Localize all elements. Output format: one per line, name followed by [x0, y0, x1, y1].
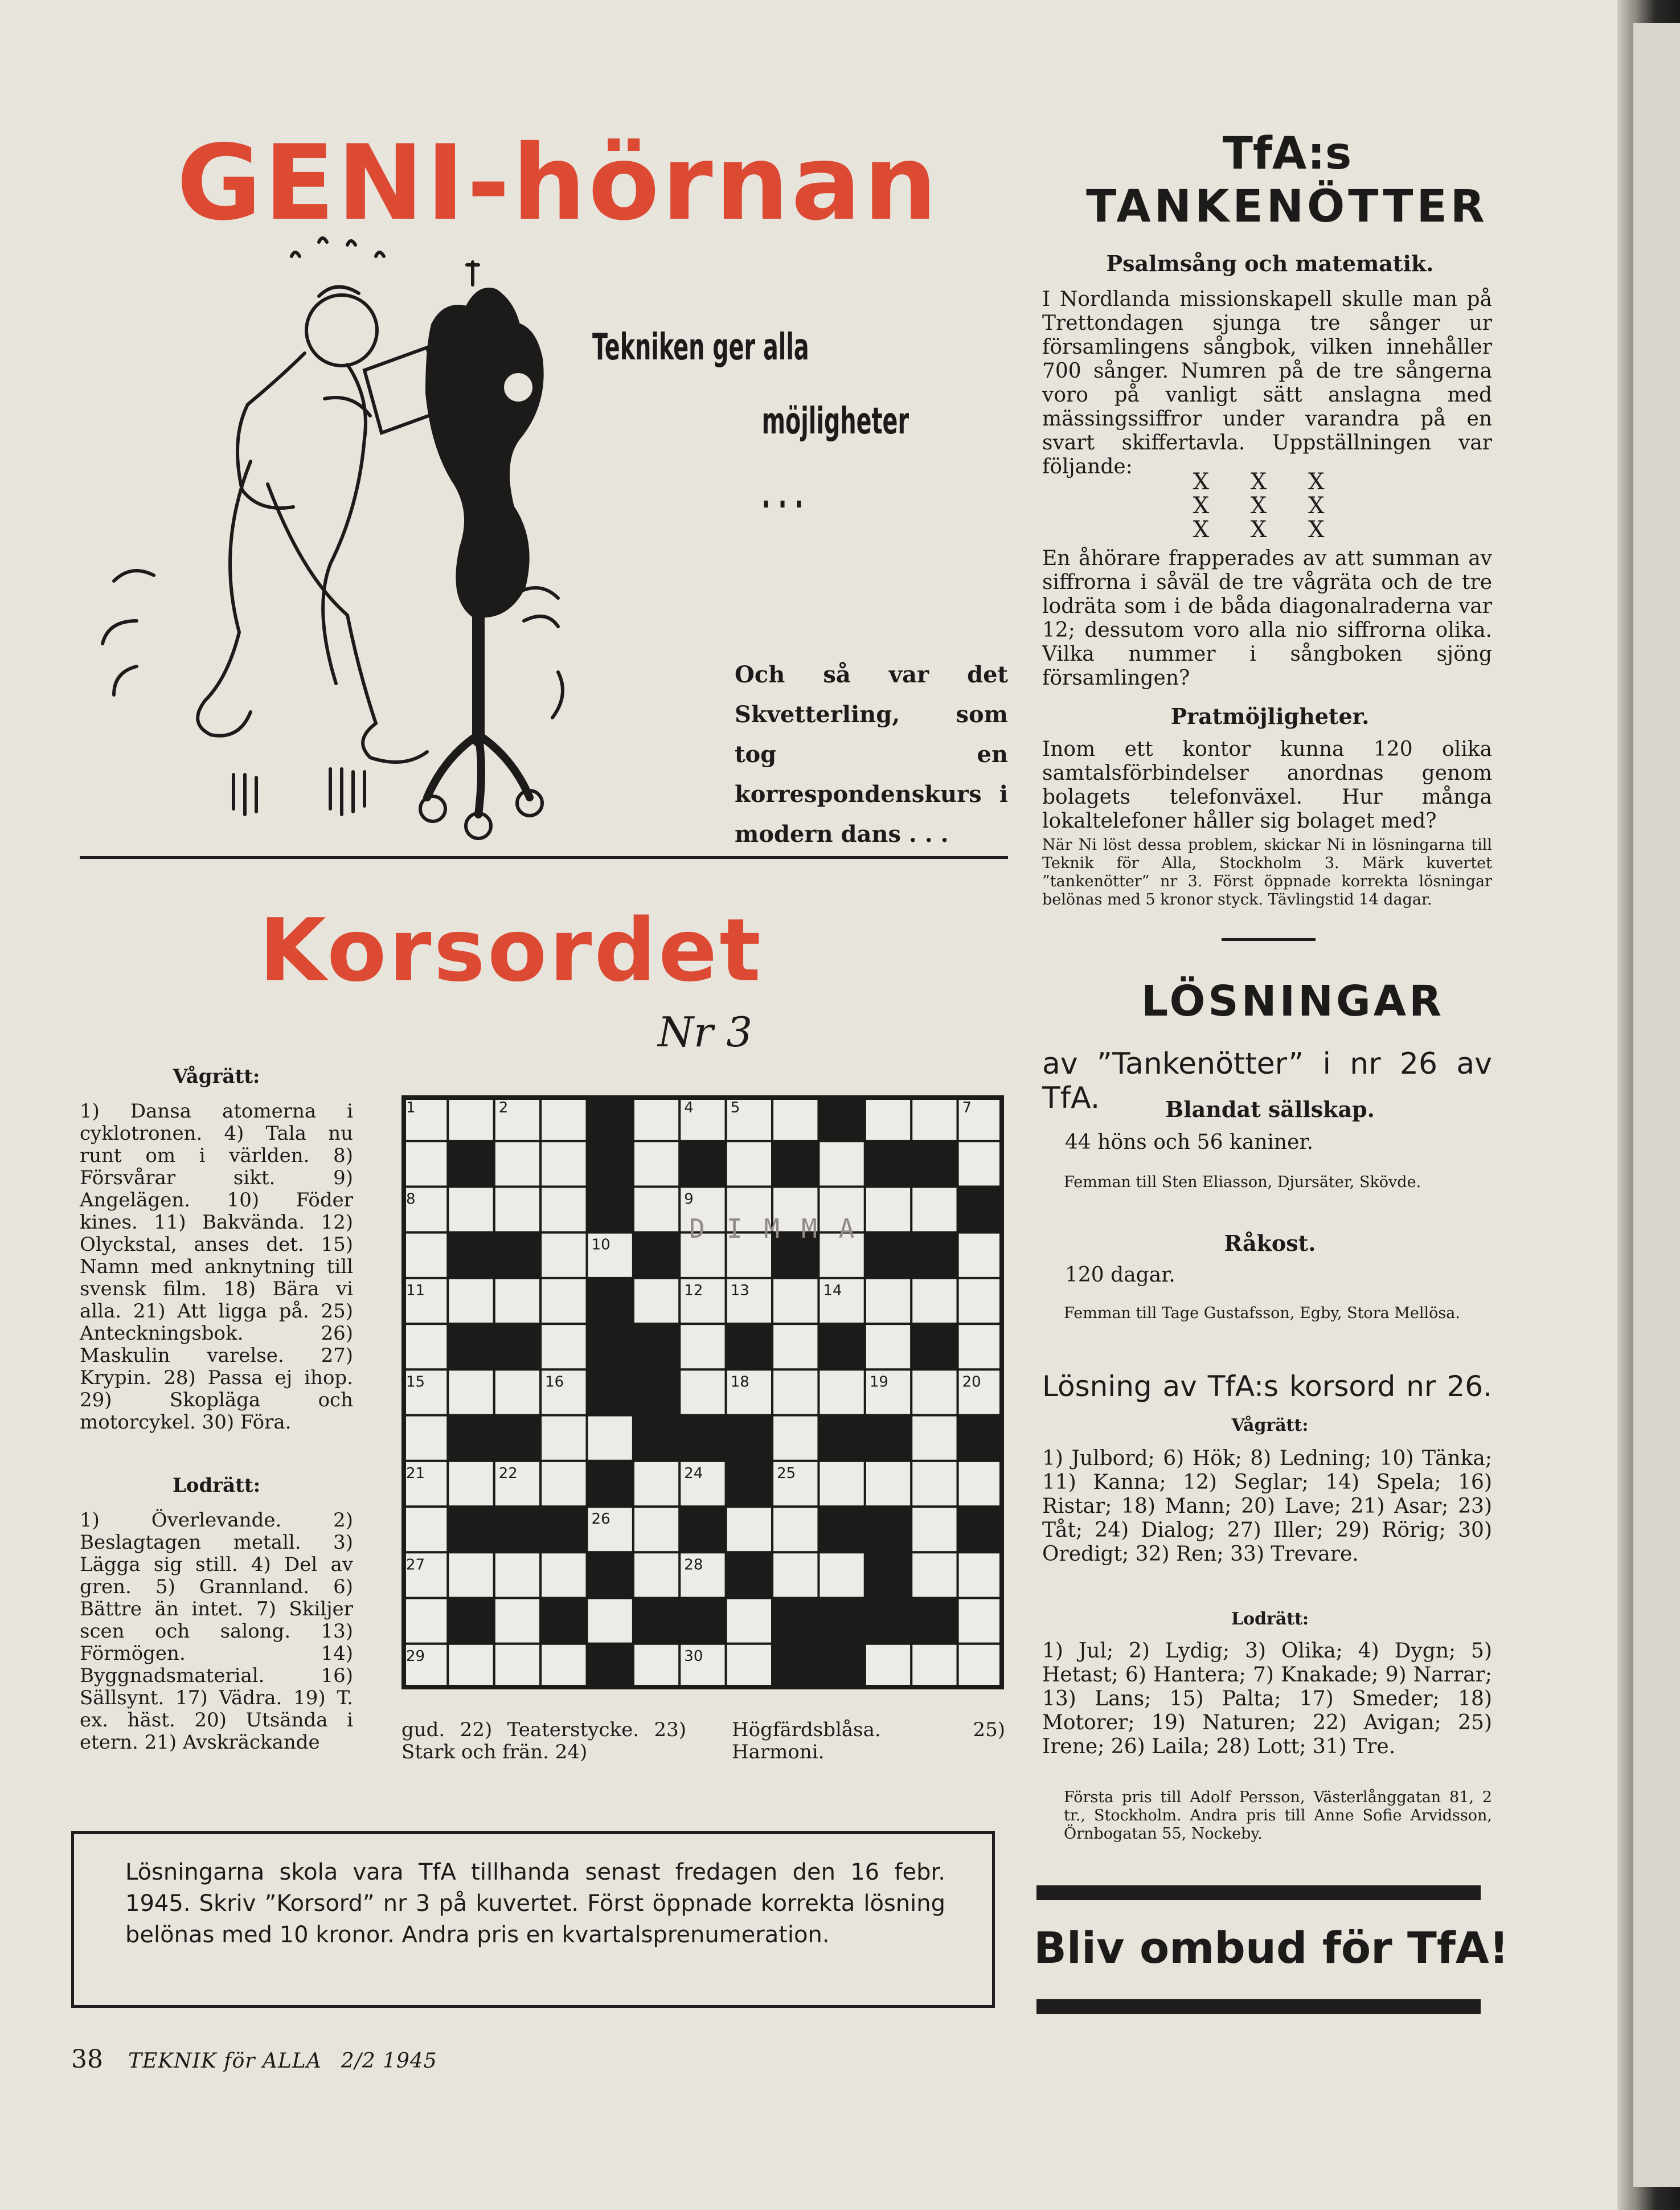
- crossword-cell: [540, 1233, 587, 1278]
- black-cell: [865, 1141, 911, 1186]
- crossword-cell: [633, 1552, 679, 1598]
- crossword-cell: [401, 1324, 448, 1369]
- puzzle-2-text: Inom ett kontor kunna 120 olika samtalsförbindelser anordnas genom bolagets telefonväxel. Hur många lokaltelefoner håller sig bolaget med?: [1042, 738, 1492, 833]
- crossword-cell: [911, 1644, 957, 1689]
- caption-line-2: möjligheter . . .: [761, 400, 909, 517]
- korsordet-title: Korsordet: [259, 900, 763, 1001]
- magazine-name: TEKNIK för ALLA: [128, 2049, 322, 2073]
- pencil-annotation: DIMMA: [689, 1213, 876, 1244]
- solution-2-title: Råkost.: [1224, 1230, 1316, 1256]
- black-cell: [679, 1598, 726, 1644]
- black-cell: [865, 1507, 911, 1552]
- crossword-cell: [911, 1552, 957, 1598]
- crossword-cell: [818, 1141, 864, 1186]
- next-page-edge: [1633, 23, 1680, 2187]
- solution-across-heading: Vågrätt:: [1231, 1415, 1309, 1435]
- geni-title: GENI-hörnan: [177, 122, 940, 243]
- tankenotter-heading-2: TANKENÖTTER: [1086, 181, 1488, 232]
- black-cell: [911, 1598, 957, 1644]
- crossword-cell: [448, 1095, 494, 1141]
- crossword-cell: [448, 1461, 494, 1507]
- crossword-cell: [958, 1233, 1004, 1278]
- crossword-cell: [958, 1324, 1004, 1369]
- black-cell: [494, 1507, 540, 1552]
- submission-note: När Ni löst dessa problem, skickar Ni in lösningarna till Teknik för Alla, Stockholm 3. Märk kuvertet ”tankenötter” nr 3. Först öppnade korrekta lösningar belönas med 5 kronor styck. Tävlingstid 14 dagar.: [1042, 836, 1492, 908]
- cell-number: 1: [406, 1099, 416, 1116]
- crossword-cell: [633, 1507, 679, 1552]
- cell-number: 27: [406, 1556, 425, 1574]
- cell-number: 30: [684, 1647, 703, 1665]
- issue-date: 2/2 1945: [341, 2049, 437, 2073]
- x-grid: [1042, 470, 1492, 542]
- crossword-cell: [401, 1415, 448, 1461]
- black-cell: [958, 1186, 1004, 1232]
- cell-number: 24: [684, 1464, 703, 1482]
- cell-number: 11: [406, 1282, 425, 1299]
- black-cell: [726, 1415, 772, 1461]
- crossword-cell: [726, 1507, 772, 1552]
- deadline-text: Lösningarna skola vara TfA tillhanda senast fredagen den 16 febr. 1945. Skriv ”Korsord” nr 3 på kuvertet. Först öppnade korrekta lösning belönas med 10 kronor. Andra pris en kvartalsprenumeration.: [125, 1859, 945, 1948]
- black-cell: [633, 1415, 679, 1461]
- solution-down-text: 1) Jul; 2) Lydig; 3) Olika; 4) Dygn; 5) Hetast; 6) Hantera; 7) Knakade; 9) Narrar; 13) Lans; 15) Palta; 17) Smeder; 18) Motorer; 19) Naturen; 22) Avigan; 25) Irene; 26) Laila; 28) Lott; 31) Tre.: [1042, 1639, 1492, 1758]
- crossword-cell: [679, 1324, 726, 1369]
- crossword-cell: [865, 1644, 911, 1689]
- crossword-cell: [958, 1141, 1004, 1186]
- solution-down-heading: Lodrätt:: [1231, 1609, 1309, 1629]
- cell-number: 16: [545, 1373, 564, 1391]
- cell-number: 25: [777, 1464, 796, 1482]
- black-cell: [448, 1324, 494, 1369]
- crossword-cell: [587, 1415, 633, 1461]
- black-cell: [958, 1507, 1004, 1552]
- crossword-cell: [911, 1095, 957, 1141]
- crossword-cell: [772, 1369, 818, 1415]
- crossword-cell: [772, 1507, 818, 1552]
- black-cell: [633, 1324, 679, 1369]
- black-cell: [726, 1461, 772, 1507]
- crossword-cell: [865, 1461, 911, 1507]
- crossword-cell: [911, 1461, 957, 1507]
- crossword-cell: [448, 1186, 494, 1232]
- crossword-cell: [958, 1278, 1004, 1324]
- crossword-cell: [633, 1461, 679, 1507]
- crossword-cell: [772, 1095, 818, 1141]
- solution-2-winner: Femman till Tage Gustafsson, Egby, Stora Mellösa.: [1064, 1304, 1460, 1322]
- crossword-cell: [911, 1278, 957, 1324]
- crossword-cell: [772, 1415, 818, 1461]
- solution-2-answer: 120 dagar.: [1065, 1263, 1175, 1287]
- crossword-cell: [865, 1324, 911, 1369]
- crossword-cell: [540, 1324, 587, 1369]
- cartoon-caption-2: Och så var det Skvetterling, som tog en korrespondenskurs i modern dans . . .: [735, 661, 1008, 848]
- ombud-banner: Bliv ombud för TfA!: [1034, 1922, 1509, 1973]
- puzzle-2-title: Pratmöjligheter.: [1170, 703, 1370, 729]
- crossword-cell: [540, 1415, 587, 1461]
- crossword-cell: [540, 1186, 587, 1232]
- crossword-cell: [448, 1369, 494, 1415]
- black-cell: [448, 1507, 494, 1552]
- crossword-solution-title: Lösning av TfA:s korsord nr 26.: [1042, 1370, 1492, 1403]
- black-cell: [494, 1324, 540, 1369]
- black-cell: [448, 1415, 494, 1461]
- x-row: X X X: [1193, 469, 1342, 495]
- black-bar: [1036, 1885, 1481, 1900]
- crossword-cell: [865, 1278, 911, 1324]
- cell-number: 5: [730, 1099, 740, 1116]
- across-heading: Vågrätt:: [173, 1065, 260, 1088]
- cell-number: 22: [498, 1464, 518, 1482]
- crossword-cell: [540, 1095, 587, 1141]
- crossword-cell: [540, 1552, 587, 1598]
- crossword-cell: [726, 1598, 772, 1644]
- black-cell: [772, 1598, 818, 1644]
- crossword-cell: [633, 1278, 679, 1324]
- crossword-cell: [401, 1598, 448, 1644]
- black-cell: [772, 1644, 818, 1689]
- crossword-cell: [448, 1552, 494, 1598]
- crossword-cell: [494, 1644, 540, 1689]
- cell-number: 20: [962, 1373, 981, 1391]
- black-cell: [633, 1233, 679, 1278]
- crossword-cell: [401, 1507, 448, 1552]
- crossword-cell: [772, 1324, 818, 1369]
- cell-number: 19: [869, 1373, 888, 1391]
- down-clues-cont-2: Högfärdsblåsa. 25) Harmoni.: [732, 1718, 1005, 1763]
- crossword-cell: [494, 1278, 540, 1324]
- black-cell: [494, 1415, 540, 1461]
- black-cell: [726, 1324, 772, 1369]
- solution-across-text: 1) Julbord; 6) Hök; 8) Ledning; 10) Tänka; 11) Kanna; 12) Seglar; 14) Spela; 16) Ristar; 18) Mann; 20) Lave; 21) Asar; 23) Tåt; 24) Dialog; 27) Iller; 29) Rörig; 30) Oredigt; 32) Ren; 33) Trevare.: [1042, 1447, 1492, 1566]
- crossword-cell: [540, 1644, 587, 1689]
- crossword-cell: [633, 1141, 679, 1186]
- black-cell: [679, 1141, 726, 1186]
- crossword-number: Nr 3: [658, 1008, 753, 1056]
- prize-winners: Första pris till Adolf Persson, Västerlånggatan 81, 2 tr., Stockholm. Andra pris till Anne Sofie Arvidsson, Örnbogatan 55, Nockeby.: [1064, 1789, 1492, 1843]
- crossword-cell: [911, 1369, 957, 1415]
- cell-number: 23: [591, 1464, 610, 1482]
- black-cell: [911, 1233, 957, 1278]
- puzzle-1-title: Psalmsång och matematik.: [1106, 251, 1434, 276]
- caption-line-1: Tekniken ger alla: [592, 326, 809, 369]
- black-cell: [587, 1141, 633, 1186]
- black-cell: [679, 1415, 726, 1461]
- cell-number: 9: [684, 1190, 694, 1208]
- crossword-cell: [633, 1644, 679, 1689]
- black-cell: [540, 1507, 587, 1552]
- cell-number: 14: [823, 1282, 842, 1299]
- crossword-cell: [772, 1552, 818, 1598]
- cell-number: 28: [684, 1556, 703, 1574]
- black-cell: [494, 1233, 540, 1278]
- crossword-cell: [401, 1233, 448, 1278]
- black-cell: [865, 1598, 911, 1644]
- black-cell: [587, 1369, 633, 1415]
- cell-number: 7: [962, 1099, 972, 1116]
- crossword-cell: [540, 1461, 587, 1507]
- black-cell: [818, 1324, 864, 1369]
- crossword-cell: [494, 1186, 540, 1232]
- cartoon-caption-1: [592, 310, 909, 533]
- cell-number: 17: [637, 1373, 657, 1391]
- crossword-cell: [540, 1278, 587, 1324]
- black-cell: [633, 1598, 679, 1644]
- black-cell: [818, 1415, 864, 1461]
- crossword-cell: [494, 1598, 540, 1644]
- black-cell: [587, 1324, 633, 1369]
- black-cell: [911, 1324, 957, 1369]
- black-cell: [911, 1141, 957, 1186]
- tankenotter-heading-1: TfA:s: [1222, 128, 1352, 179]
- puzzle-1-text-2: En åhörare frapperades av att summan av siffrorna i såväl de tre vågräta och de tre lodräta som i de båda diagonalraderna var 12; dessutom voro alla nio siffrorna olika. Vilka nummer i sångboken sjöng församlingen?: [1042, 547, 1492, 690]
- crossword-cell: [772, 1278, 818, 1324]
- black-bar: [1036, 1999, 1481, 2014]
- x-row: X X X: [1193, 493, 1342, 519]
- black-cell: [587, 1278, 633, 1324]
- crossword-cell: [679, 1369, 726, 1415]
- crossword-cell: [494, 1369, 540, 1415]
- cell-number: 8: [406, 1190, 416, 1208]
- crossword-cell: [448, 1278, 494, 1324]
- solutions-subtitle: av ”Tankenötter” i nr 26 av TfA.: [1042, 1047, 1492, 1115]
- cell-number: 13: [730, 1282, 749, 1299]
- crossword-cell: [448, 1644, 494, 1689]
- solution-1-title: Blandat sällskap.: [1165, 1096, 1375, 1122]
- crossword-cell: [494, 1552, 540, 1598]
- page-footer: [71, 2045, 437, 2074]
- crossword-cell: [633, 1095, 679, 1141]
- black-cell: [448, 1598, 494, 1644]
- cell-number: 29: [406, 1647, 425, 1665]
- crossword-cell: [818, 1461, 864, 1507]
- crossword-cell: [726, 1644, 772, 1689]
- cell-number: 2: [498, 1099, 509, 1116]
- crossword-cell: [818, 1369, 864, 1415]
- crossword-cell: [911, 1415, 957, 1461]
- crossword-cell: [633, 1186, 679, 1232]
- cell-number: 4: [684, 1099, 694, 1116]
- crossword-cell: [958, 1598, 1004, 1644]
- black-cell: [448, 1141, 494, 1186]
- black-cell: [818, 1598, 864, 1644]
- cell-number: 15: [406, 1373, 425, 1391]
- down-clues-cont-1: gud. 22) Teaterstycke. 23) Stark och frän. 24): [401, 1718, 686, 1763]
- x-row: X X X: [1193, 517, 1342, 543]
- black-cell: [726, 1552, 772, 1598]
- crossword-grid: [401, 1095, 1004, 1689]
- crossword-cell: [401, 1141, 448, 1186]
- divider-line: [80, 856, 1008, 859]
- black-cell: [587, 1552, 633, 1598]
- across-clues: 1) Dansa atomerna i cyklotronen. 4) Tala nu runt om i världen. 8) Försvårar sikt. 9) Angelägen. 10) Föder kines. 11) Bakvända. 12) Olyckstal, anses det. 15) Namn med anknytning till svensk film. 18) Bära vi alla. 21) Att ligga på. 25) Anteckningsbok. 26) Maskulin varelse. 27) Krypin. 28) Passa ej ihop. 29) Skopläga och motorcykel. 30) Föra.: [80, 1100, 353, 1434]
- cell-number: 10: [591, 1236, 610, 1254]
- cell-number: 3: [591, 1099, 601, 1116]
- black-cell: [587, 1186, 633, 1232]
- crossword-cell: [726, 1141, 772, 1186]
- black-cell: [958, 1415, 1004, 1461]
- black-cell: [540, 1598, 587, 1644]
- black-cell: [818, 1507, 864, 1552]
- crossword-cell: [818, 1552, 864, 1598]
- crossword-cell: [911, 1507, 957, 1552]
- short-divider: [1222, 938, 1316, 941]
- black-cell: [865, 1415, 911, 1461]
- black-cell: [448, 1233, 494, 1278]
- puzzle-1-text: I Nordlanda missionskapell skulle man på Trettondagen sjunga tre sånger ur församlingens sångbok, vilken innehåller 700 sånger. Numren på de tre sångerna voro på vanligt sätt anslagna med mässingssiffror under varandra på en svart skiffertavla. Uppställningen var följande:: [1042, 288, 1492, 478]
- crossword-cell: [958, 1552, 1004, 1598]
- crossword-cell: [540, 1141, 587, 1186]
- cell-number: 26: [591, 1511, 610, 1528]
- black-cell: [587, 1644, 633, 1689]
- cell-number: 21: [406, 1464, 425, 1482]
- deadline-box: [71, 1831, 995, 2008]
- page-number: 38: [71, 2045, 103, 2074]
- black-cell: [818, 1644, 864, 1689]
- cell-number: 12: [684, 1282, 703, 1299]
- black-cell: [679, 1507, 726, 1552]
- cell-number: 18: [730, 1373, 749, 1391]
- black-cell: [772, 1141, 818, 1186]
- crossword-cell: [494, 1141, 540, 1186]
- crossword-cell: [911, 1186, 957, 1232]
- crossword-cell: [587, 1598, 633, 1644]
- cartoon-illustration: [80, 222, 604, 849]
- crossword-cell: [958, 1461, 1004, 1507]
- cell-number: 6: [823, 1099, 833, 1116]
- solution-1-winner: Femman till Sten Eliasson, Djursäter, Skövde.: [1064, 1173, 1421, 1191]
- solutions-title: LÖSNINGAR: [1141, 977, 1445, 1026]
- crossword-cell: [865, 1095, 911, 1141]
- down-clues: 1) Överlevande. 2) Beslagtagen metall. 3) Lägga sig still. 4) Del av gren. 5) Grannland. 6) Bättre än intet. 7) Skiljer scen och salong. 13) Förmögen. 14) Byggnadsmaterial. 16) Sällsynt. 17) Vädra. 19) T. ex. häst. 20) Utsända i etern. 21) Avskräckande: [80, 1509, 353, 1754]
- down-heading: Lodrätt:: [172, 1474, 261, 1497]
- solution-1-answer: 44 höns och 56 kaniner.: [1065, 1131, 1314, 1154]
- crossword-cell: [958, 1644, 1004, 1689]
- black-cell: [865, 1552, 911, 1598]
